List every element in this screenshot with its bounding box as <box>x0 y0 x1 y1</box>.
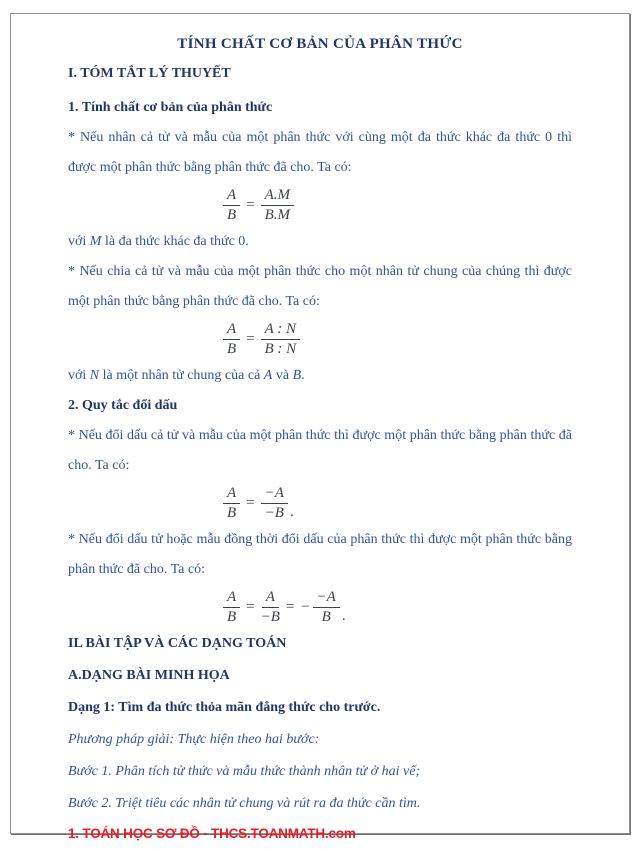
minus-sign: − <box>300 598 311 615</box>
fraction-a-over-b: $\frac{A}{B}$ <box>223 187 240 224</box>
equals-sign: = <box>246 330 255 347</box>
type1-step2: Bước 2. Triệt tiêu các nhân tử chung và rút ra đa thức cần tìm. <box>68 796 421 811</box>
fraction-a-over-b: $\frac{A}{B}$ <box>223 321 240 358</box>
fraction-an-over-bn: $\frac{A : N}{B : N}$ <box>261 321 300 358</box>
fraction-a-over-b: $\frac{A}{B}$ <box>223 485 240 522</box>
type1-step1: Bước 1. Phân tích tử thức và mẫu thức thành nhân tử ở hai vế; <box>68 764 421 779</box>
subsection-sign-rule-heading: 2. Quy tắc đổi dấu <box>68 398 178 413</box>
paragraph-sign-both: * Nếu đổi dấu cả tử và mẫu của một phân thức thì được một phân thức bằng phân thức đã cho. Ta có: <box>68 428 572 473</box>
paragraph-sign-one: * Nếu đổi dấu tử hoặc mẫu đồng thời đổi dấu của phân thức thì được một phân thức bằng phân thức đã cho. Ta có: <box>68 532 572 577</box>
page-footer-brand: 1. TOÁN HỌC SƠ ĐỒ - THCS.TOANMATH.com <box>68 826 356 841</box>
formula-sign-both <box>68 481 572 525</box>
variable-n: N <box>89 368 100 383</box>
note-divide-rule: với N là một nhân tử chung của cả A và B. <box>68 368 305 383</box>
document-title: TÍNH CHẤT CƠ BẢN CỦA PHÂN THỨC <box>177 36 463 52</box>
fraction-nega-over-b: $\frac{-A}{B}$ <box>313 589 340 626</box>
equals-sign: = <box>246 494 255 511</box>
section-exercises-heading: IL BÀI TẬP VÀ CÁC DẠNG TOÁN <box>68 636 287 651</box>
variable-a: A <box>263 368 273 383</box>
paragraph-multiply-rule: * Nếu nhân cả tử và mẫu của một phân thức với cùng một đa thức khác đa thức 0 thì được một phân thức bằng phân thức đã cho. Ta có: <box>68 130 572 175</box>
variable-b: B <box>292 368 302 383</box>
section-theory-heading: I. TÓM TẮT LÝ THUYẾT <box>68 66 231 81</box>
exercises-subheading: A.DẠNG BÀI MINH HỌA <box>68 668 230 683</box>
subsection-property-heading: 1. Tính chất cơ bản của phân thức <box>68 100 273 115</box>
fraction-am-over-bm: $\frac{A.M}{B.M}$ <box>261 187 294 224</box>
paragraph-divide-rule: * Nếu chia cả tử và mẫu của một phân thức cho một nhân tử chung của chúng thì được một phân thức bằng phân thức đã cho. Ta có: <box>68 264 572 309</box>
formula-period: . <box>289 503 294 520</box>
formula-divide-rule <box>68 317 572 361</box>
type1-method: Phương pháp giải: Thực hiện theo hai bước: <box>68 732 320 747</box>
formula-multiply-rule <box>68 183 572 227</box>
fraction-nega-over-negb: $\frac{-A}{-B}$ <box>261 485 288 522</box>
formula-period: . <box>341 607 346 624</box>
equals-sign: = <box>246 196 255 213</box>
type1-heading: Dạng 1: Tìm đa thức thỏa mãn đẳng thức cho trước. <box>68 700 381 715</box>
fraction-a-over-negb: $\frac{A}{-B}$ <box>260 588 280 625</box>
document-page <box>10 13 630 841</box>
equals-sign: = <box>285 598 295 615</box>
variable-m: M <box>89 234 102 249</box>
equals-sign: = <box>246 598 255 615</box>
fraction-a-over-b: $\frac{A}{B}$ <box>223 589 240 626</box>
note-multiply-rule: với M là đa thức khác đa thức 0. <box>68 234 249 249</box>
formula-sign-one <box>68 585 572 629</box>
